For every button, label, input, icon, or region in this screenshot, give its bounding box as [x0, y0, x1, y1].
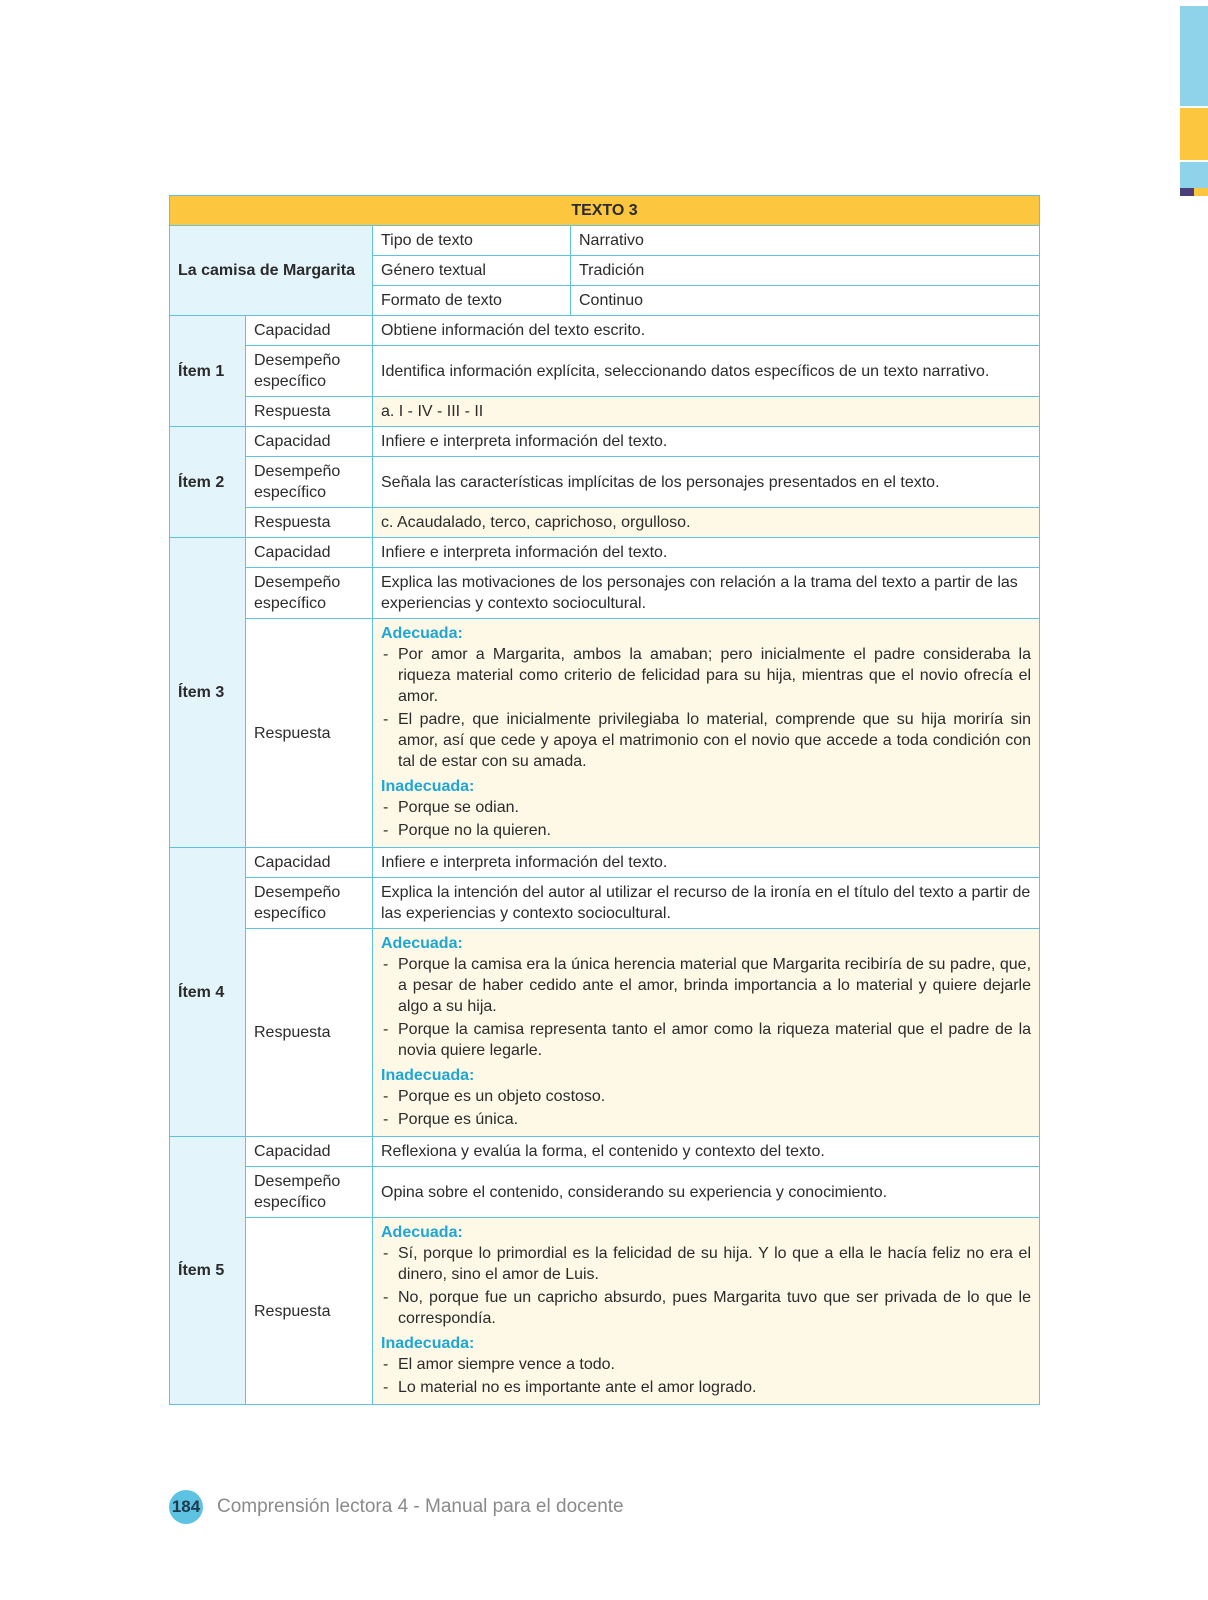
- list-item: - El padre, que inicialmente privilegiaba lo material, comprende que su hija moriría sin amor, así que cede y apoya el matrimonio con el novio que accede a toda condición con tal de estar con su amada.: [381, 709, 1031, 772]
- item-5-respuesta-row: [170, 1218, 1040, 1405]
- info-key: Género textual: [373, 256, 571, 286]
- item-5-desempeno: Opina sobre el contenido, considerando su experiencia y conocimiento.: [373, 1167, 1040, 1218]
- respuesta-label: Respuesta: [246, 397, 373, 427]
- item-1-capacidad-row: [170, 316, 1040, 346]
- table-header-row: [170, 196, 1040, 226]
- info-value: Continuo: [571, 286, 1040, 316]
- list-item: - Porque la camisa representa tanto el amor como la riqueza material que el padre de la novia quiere legarle.: [381, 1019, 1031, 1061]
- item-1-capacidad: Obtiene información del texto escrito.: [373, 316, 1040, 346]
- item-2-label: Ítem 2: [170, 427, 246, 538]
- capacidad-label: Capacidad: [246, 427, 373, 457]
- list-item: - Porque no la quieren.: [381, 820, 1031, 841]
- adecuada-label: Adecuada:: [381, 625, 463, 642]
- list-item: - Lo material no es importante ante el amor logrado.: [381, 1377, 1031, 1398]
- side-mark-purple: [1180, 188, 1194, 196]
- item-1-desempeno-row: [170, 346, 1040, 397]
- side-mark-yellow: [1194, 188, 1208, 196]
- item-4-label: Ítem 4: [170, 848, 246, 1137]
- item-5-respuesta: [373, 1218, 1040, 1405]
- adecuada-label: Adecuada:: [381, 1224, 463, 1241]
- item-3-desempeno-row: [170, 568, 1040, 619]
- item-3-label: Ítem 3: [170, 538, 246, 848]
- item-4-desempeno: Explica la intención del autor al utilizar el recurso de la ironía en el título del texto a partir de las experiencias y contexto sociocultural.: [373, 878, 1040, 929]
- adecuada-list: [381, 1243, 1031, 1329]
- page-footer: [169, 1490, 624, 1524]
- page-number: 184: [169, 1490, 203, 1524]
- list-item: - Por amor a Margarita, ambos la amaban; pero inicialmente el padre consideraba la riqueza material como criterio de felicidad para su hija, mientras que el novio ofrecía el amor.: [381, 644, 1031, 707]
- capacidad-label: Capacidad: [246, 1137, 373, 1167]
- inadecuada-list: [381, 797, 1031, 841]
- desempeno-label: Desempeño específico: [246, 457, 373, 508]
- item-3-respuesta-row: [170, 619, 1040, 848]
- item-5-label: Ítem 5: [170, 1137, 246, 1405]
- inadecuada-label: Inadecuada:: [381, 778, 475, 795]
- side-tab-blue: [1180, 6, 1208, 106]
- item-3-respuesta: [373, 619, 1040, 848]
- respuesta-label: Respuesta: [246, 1218, 373, 1405]
- capacidad-label: Capacidad: [246, 316, 373, 346]
- list-item: - No, porque fue un capricho absurdo, pues Margarita tuvo que ser privada de lo que le correspondía.: [381, 1287, 1031, 1329]
- info-value: Narrativo: [571, 226, 1040, 256]
- item-4-respuesta: [373, 929, 1040, 1137]
- inadecuada-label: Inadecuada:: [381, 1067, 475, 1084]
- item-2-capacidad: Infiere e interpreta información del texto.: [373, 427, 1040, 457]
- item-4-desempeno-row: [170, 878, 1040, 929]
- item-1-respuesta: a. I - IV - III - II: [373, 397, 1040, 427]
- item-5-capacidad: Reflexiona y evalúa la forma, el contenido y contexto del texto.: [373, 1137, 1040, 1167]
- table-header: TEXTO 3: [170, 196, 1040, 226]
- item-1-desempeno: Identifica información explícita, seleccionando datos específicos de un texto narrativo.: [373, 346, 1040, 397]
- text-info-row: [170, 226, 1040, 256]
- item-3-desempeno: Explica las motivaciones de los personajes con relación a la trama del texto a partir de las experiencias y contexto sociocultural.: [373, 568, 1040, 619]
- info-key: Tipo de texto: [373, 226, 571, 256]
- item-2-capacidad-row: [170, 427, 1040, 457]
- list-item: - El amor siempre vence a todo.: [381, 1354, 1031, 1375]
- item-4-capacidad: Infiere e interpreta información del texto.: [373, 848, 1040, 878]
- respuesta-label: Respuesta: [246, 619, 373, 848]
- list-item: - Porque es única.: [381, 1109, 1031, 1130]
- item-2-desempeno-row: [170, 457, 1040, 508]
- desempeno-label: Desempeño específico: [246, 1167, 373, 1218]
- inadecuada-list: [381, 1086, 1031, 1130]
- item-5-capacidad-row: [170, 1137, 1040, 1167]
- item-5-desempeno-row: [170, 1167, 1040, 1218]
- item-2-desempeno: Señala las características implícitas de los personajes presentados en el texto.: [373, 457, 1040, 508]
- answer-key-table: [169, 195, 1040, 1405]
- inadecuada-label: Inadecuada:: [381, 1335, 475, 1352]
- respuesta-label: Respuesta: [246, 508, 373, 538]
- footer-title: Comprensión lectora 4 - Manual para el docente: [217, 1496, 624, 1517]
- item-4-respuesta-row: [170, 929, 1040, 1137]
- item-1-label: Ítem 1: [170, 316, 246, 427]
- adecuada-list: [381, 644, 1031, 772]
- desempeno-label: Desempeño específico: [246, 346, 373, 397]
- capacidad-label: Capacidad: [246, 848, 373, 878]
- item-3-capacidad-row: [170, 538, 1040, 568]
- item-4-capacidad-row: [170, 848, 1040, 878]
- inadecuada-list: [381, 1354, 1031, 1398]
- info-value: Tradición: [571, 256, 1040, 286]
- item-2-respuesta: c. Acaudalado, terco, caprichoso, orgulloso.: [373, 508, 1040, 538]
- side-tab-blue-lower: [1180, 162, 1208, 188]
- capacidad-label: Capacidad: [246, 538, 373, 568]
- respuesta-label: Respuesta: [246, 929, 373, 1137]
- item-2-respuesta-row: [170, 508, 1040, 538]
- adecuada-label: Adecuada:: [381, 935, 463, 952]
- adecuada-list: [381, 954, 1031, 1061]
- info-key: Formato de texto: [373, 286, 571, 316]
- item-1-respuesta-row: [170, 397, 1040, 427]
- item-3-capacidad: Infiere e interpreta información del texto.: [373, 538, 1040, 568]
- text-title: La camisa de Margarita: [170, 226, 373, 316]
- desempeno-label: Desempeño específico: [246, 878, 373, 929]
- list-item: - Sí, porque lo primordial es la felicidad de su hija. Y lo que a ella le hacía feliz no era el dinero, sino el amor de Luis.: [381, 1243, 1031, 1285]
- list-item: - Porque la camisa era la única herencia material que Margarita recibiría de su padre, que, a pesar de haber cedido ante el amor, brinda importancia a lo material y quiere dejarle algo a su hija.: [381, 954, 1031, 1017]
- side-tab-yellow: [1180, 108, 1208, 160]
- desempeno-label: Desempeño específico: [246, 568, 373, 619]
- list-item: - Porque se odian.: [381, 797, 1031, 818]
- list-item: - Porque es un objeto costoso.: [381, 1086, 1031, 1107]
